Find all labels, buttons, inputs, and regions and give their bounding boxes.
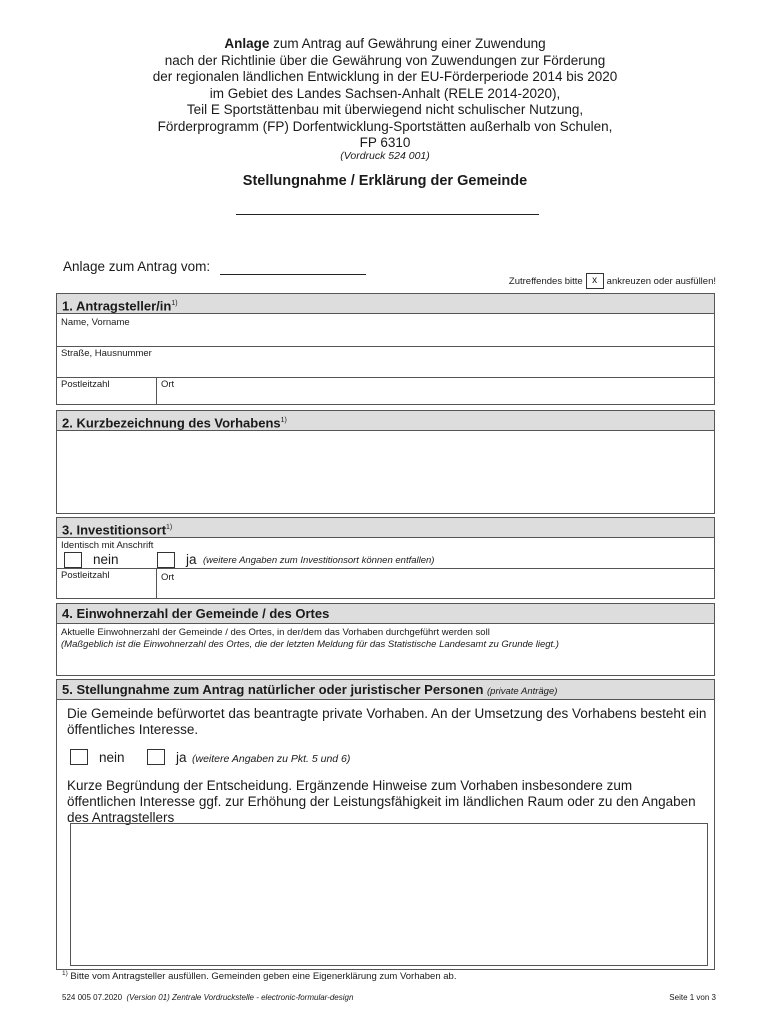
section-5-header <box>56 679 715 700</box>
form-code <box>62 993 353 1002</box>
section-1-title: 1. Antragsteller/in <box>62 298 172 314</box>
section-4-header: 4. Einwohnerzahl der Gemeinde / des Ortes <box>56 603 715 624</box>
befuerwortung-nein-checkbox[interactable] <box>70 749 88 765</box>
begruendung-field[interactable] <box>70 823 708 966</box>
header-line-1 <box>0 35 770 52</box>
section-4 <box>56 603 715 676</box>
header-line-2: nach der Richtlinie über die Gewährung von Zuwendungen zur Förderung <box>164 53 606 68</box>
header-line-5: Teil E Sportstättenbau mit überwiegend nicht schulischer Nutzung, <box>186 102 584 117</box>
identisch-label: Identisch mit Anschrift <box>61 540 154 551</box>
section-2-title: 2. Kurzbezeichnung des Vorhabens <box>62 415 281 431</box>
header-bold: Anlage <box>224 36 270 51</box>
ja-label: ja <box>176 750 187 765</box>
form-code-date: 524 005 07.2020 <box>62 993 123 1002</box>
section-2 <box>56 410 715 514</box>
section-3-header <box>56 517 715 538</box>
nein-label: nein <box>93 552 119 567</box>
investitionsort-ort-field[interactable] <box>157 568 714 598</box>
ort-field[interactable] <box>157 377 714 404</box>
footnote-ref: 1) <box>280 417 287 424</box>
header-line-6: Förderprogramm (FP) Dorfentwicklung-Sportstätten außerhalb von Schulen, <box>157 119 613 134</box>
footnote-text: Bitte vom Antragsteller ausfüllen. Gemeinden geben eine Eigenerklärung zum Vorhaben ab. <box>70 971 457 983</box>
einwohner-field[interactable] <box>57 652 714 675</box>
title-underline <box>236 214 539 215</box>
section-1 <box>56 293 715 405</box>
ja-label: ja <box>186 552 197 567</box>
investitionsort-plz-field[interactable] <box>57 568 157 598</box>
section-5-title: 5. Stellungnahme zum Antrag natürlicher oder juristischer Personen <box>62 682 484 697</box>
hint-pre: Zutreffendes bitte <box>508 275 583 287</box>
header-line-1-rest: zum Antrag auf Gewährung einer Zuwendung <box>269 36 546 51</box>
form-version: (Version 01) Zentrale Vordruckstelle - electronic-formular-design <box>126 993 354 1002</box>
footnote-ref: 1) <box>166 524 173 531</box>
plz-field[interactable] <box>57 377 157 404</box>
befuerwortung-text: Die Gemeinde befürwortet das beantragte private Vorhaben. An der Umsetzung des Vorhabens besteht ein öffentliches Interesse. <box>67 706 707 737</box>
section-5 <box>56 679 715 970</box>
vorhaben-field[interactable] <box>57 432 714 513</box>
page-title: Stellungnahme / Erklärung der Gemeinde <box>242 173 528 189</box>
section-5-title-note: (private Anträge) <box>487 686 558 697</box>
vordruck-number: (Vordruck 524 001) <box>340 150 430 162</box>
section-3 <box>56 517 715 599</box>
name-field[interactable] <box>57 315 714 346</box>
begruendung-text: Kurze Begründung der Entscheidung. Ergänzende Hinweise zum Vorhaben insbesondere zum öffentlichen Interesse ggf. zur Erhöhung der Leistungsfähigkeit im ländlichen Raum oder zu den Angaben des Antragstellers <box>67 778 696 825</box>
investitionsort-ja-checkbox[interactable] <box>157 552 175 568</box>
name-label: Name, Vorname <box>61 317 130 328</box>
antrag-date-field[interactable] <box>220 274 366 275</box>
footnote <box>62 970 456 982</box>
einwohner-desc: Aktuelle Einwohnerzahl der Gemeinde / des Ortes, in der/dem das Vorhaben durchgeführt werden soll <box>61 627 490 638</box>
ja-note: (weitere Angaben zum Investitionsort können entfallen) <box>203 555 435 566</box>
page-number: Seite 1 von 3 <box>669 993 716 1002</box>
section-1-header <box>56 293 715 314</box>
street-field[interactable] <box>57 346 714 377</box>
footnote-mark: 1) <box>62 970 68 977</box>
header-line-7: FP 6310 <box>359 135 411 150</box>
hint-post: ankreuzen oder ausfüllen! <box>606 275 716 287</box>
plz-label: Postleitzahl <box>61 570 110 581</box>
nein-label: nein <box>99 750 125 765</box>
einwohner-note: (Maßgeblich ist die Einwohnerzahl des Ortes, die der letzten Meldung für das Statistische Landesamt zu Grunde liegt.) <box>61 639 559 650</box>
ort-label: Ort <box>161 379 175 390</box>
ja-note: (weitere Angaben zu Pkt. 5 und 6) <box>192 753 351 765</box>
hint-x-box: x <box>586 273 604 289</box>
ort-label: Ort <box>161 572 175 583</box>
street-label: Straße, Hausnummer <box>61 348 152 359</box>
plz-label: Postleitzahl <box>61 379 110 390</box>
antrag-date-label: Anlage zum Antrag vom: <box>63 259 211 274</box>
section-2-header <box>56 410 715 431</box>
befuerwortung-ja-checkbox[interactable] <box>147 749 165 765</box>
fill-hint <box>509 273 716 289</box>
footnote-ref: 1) <box>171 300 178 307</box>
header-line-4: im Gebiet des Landes Sachsen-Anhalt (RELE 2014-2020), <box>209 86 561 101</box>
investitionsort-nein-checkbox[interactable] <box>64 552 82 568</box>
section-3-title: 3. Investitionsort <box>62 522 167 538</box>
header-line-3: der regionalen ländlichen Entwicklung in der EU-Förderperiode 2014 bis 2020 <box>152 69 618 84</box>
